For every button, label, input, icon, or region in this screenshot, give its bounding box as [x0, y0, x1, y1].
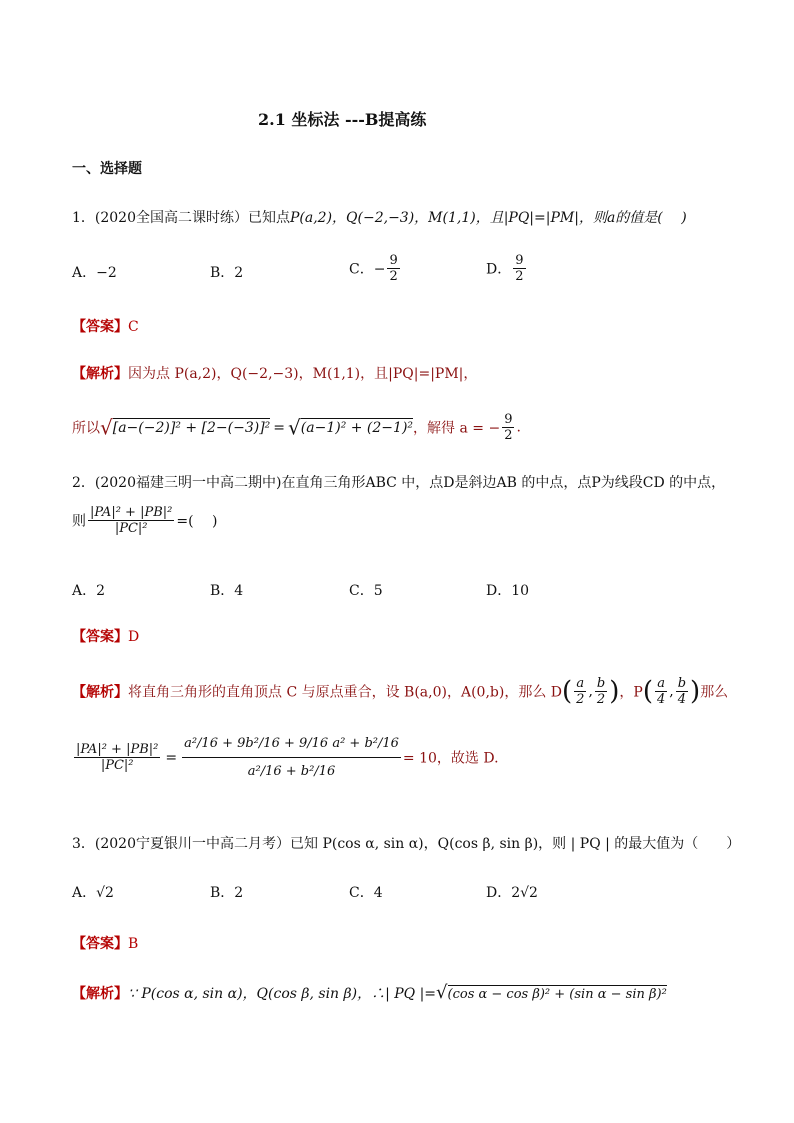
- stem2-suffix: =( ): [176, 513, 218, 530]
- sqrt-symbol: √: [100, 415, 113, 440]
- option-c-label: C．−: [349, 261, 386, 278]
- d-frac1-den: 2: [576, 692, 585, 707]
- d-frac1-num: a: [576, 676, 585, 691]
- big-left-den: |PC|²: [100, 758, 134, 773]
- p-frac2-num: b: [677, 676, 687, 691]
- solution-text-a: 将直角三角形的直角顶点 C 与原点重合，设 B(a,0)，A(0,b)，那么 D: [128, 684, 563, 701]
- question-2-stem: 2．(2020福建三明一中高二期中)在直角三角形ABC 中，点D是斜边AB 的中点，点P为线段CD 的中点，: [72, 475, 726, 491]
- answer-tag: 【答案】: [72, 936, 128, 952]
- question-1-solution-line-2: [72, 412, 521, 443]
- question-1-math: P(a,2)，Q(−2,−3)，M(1,1)，且|PQ|=|PM|，则a的值是( ): [290, 210, 687, 226]
- d-frac2-den: 2: [596, 692, 606, 707]
- question-2-option-b: B．4: [210, 583, 244, 599]
- question-1-solution-line-1: [72, 363, 477, 383]
- paren-close: ): [609, 676, 620, 707]
- question-1-option-d: [486, 253, 528, 284]
- question-1-answer: [72, 316, 139, 336]
- section-heading: 一、选择题: [72, 161, 142, 177]
- stem2-prefix: 则: [72, 513, 86, 530]
- question-2-option-a: A．2: [72, 583, 106, 599]
- question-2-answer: [72, 626, 139, 646]
- question-3-option-b: B．2: [210, 885, 244, 901]
- solution-text: 因为点 P(a,2)，Q(−2,−3)，M(1,1)，且|PQ|=|PM|，: [128, 366, 478, 382]
- question-2-solution-formula: [72, 730, 499, 785]
- solution-text-b: ，P: [619, 684, 643, 701]
- solution-text: ∵ P(cos α, sin α)，Q(cos β, sin β)，∴| PQ |=: [128, 986, 437, 1002]
- option-d-den: 2: [515, 269, 524, 284]
- stem2-frac-num: |PA|² + |PB|²: [90, 505, 173, 520]
- paren-open: (: [562, 676, 573, 707]
- solution-prefix: 所以: [72, 420, 100, 437]
- answer-value: D: [128, 629, 140, 645]
- answer-tag: 【答案】: [72, 319, 128, 335]
- equals-sign: =: [273, 419, 286, 436]
- question-1-option-a: A．−2: [72, 265, 117, 281]
- paren-open-2: (: [642, 676, 653, 707]
- option-d-num: 9: [515, 253, 524, 268]
- question-2-option-c: C．5: [349, 583, 383, 599]
- option-d-label: D．: [486, 261, 512, 278]
- answer-value: C: [128, 319, 139, 335]
- big-right-num: a²/16 + 9b²/16 + 9/16 a² + b²/16: [182, 730, 401, 758]
- big-equals: =: [165, 749, 178, 766]
- solution-end: .: [516, 419, 521, 436]
- d-frac2-num: b: [596, 676, 606, 691]
- question-3-option-c: C．4: [349, 885, 383, 901]
- comma-2: ,: [669, 683, 674, 700]
- question-3-option-d: D．2√2: [486, 885, 538, 901]
- sqrt-radicand-3: (cos α − cos β)² + (sin α − sin β)²: [447, 987, 667, 1002]
- result-den: 2: [504, 428, 513, 443]
- sqrt-radicand-right: (a−1)² + (2−1)²: [300, 419, 414, 436]
- solution-text-c: 那么: [700, 684, 729, 701]
- p-frac1-den: 4: [656, 692, 666, 707]
- solution-tag: 【解析】: [72, 986, 128, 1002]
- paren-close-2: ): [690, 676, 701, 707]
- question-2-solution-line-1: [72, 676, 728, 707]
- answer-value: B: [128, 936, 139, 952]
- question-3-solution: [72, 982, 667, 1003]
- question-2-stem-line-2: [72, 505, 217, 536]
- question-1-prefix: 1．(2020全国高二课时练）已知点: [72, 210, 290, 226]
- question-2-option-d: D．10: [486, 583, 530, 599]
- solution-tag: 【解析】: [72, 684, 128, 701]
- stem2-frac-den: |PC|²: [114, 521, 148, 536]
- question-1-option-c: [349, 253, 402, 284]
- big-result: = 10，故选 D.: [402, 750, 499, 767]
- question-1-option-b: B．2: [210, 265, 244, 281]
- big-right-den: a²/16 + b²/16: [247, 764, 336, 779]
- page-title: 2.1 坐标法 ---B提高练: [258, 110, 427, 129]
- sqrt-symbol-3: √: [436, 982, 448, 1003]
- answer-tag: 【答案】: [72, 629, 128, 645]
- p-frac1-num: a: [657, 676, 665, 691]
- sqrt-symbol-2: √: [288, 415, 301, 440]
- result-num: 9: [504, 412, 513, 427]
- big-left-num: |PA|² + |PB|²: [76, 742, 159, 757]
- solution-suffix: ，解得 a = −: [413, 420, 501, 437]
- comma: ,: [588, 683, 593, 700]
- p-frac2-den: 4: [677, 692, 686, 707]
- question-3-answer: [72, 933, 138, 953]
- option-c-num: 9: [389, 253, 398, 268]
- question-1-stem: [72, 207, 687, 227]
- sqrt-radicand-left: [a−(−2)]² + [2−(−3)]²: [112, 419, 271, 436]
- question-3-option-a: A．√2: [72, 885, 114, 901]
- question-3-stem: 3．(2020宁夏银川一中高二月考）已知 P(cos α, sin α)，Q(cos β, sin β)，则 | PQ | 的最大值为（ ）: [72, 836, 741, 852]
- solution-tag: 【解析】: [72, 366, 128, 382]
- option-c-den: 2: [389, 269, 398, 284]
